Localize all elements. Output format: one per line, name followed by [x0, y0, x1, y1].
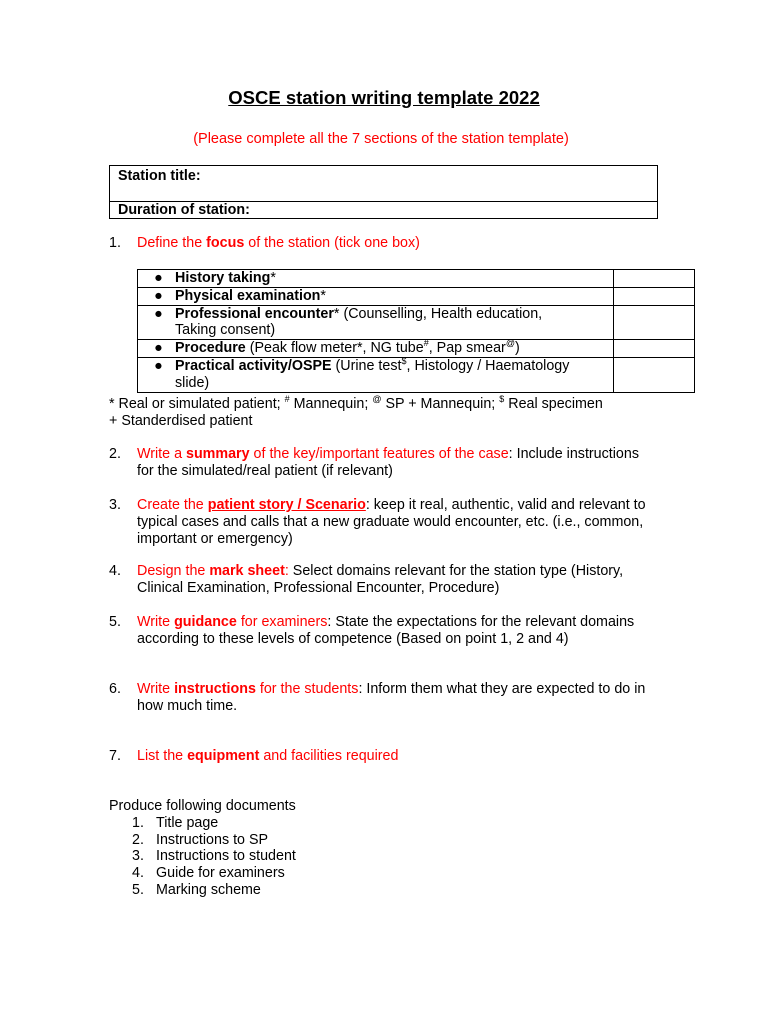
section-4	[109, 563, 654, 597]
section-5-key: guidance	[174, 614, 237, 630]
footnote-text: Real specimen	[504, 396, 603, 412]
tick-box-professional[interactable]	[613, 305, 694, 340]
station-title-cell[interactable]	[110, 166, 658, 202]
focus-option-note-line2: Taking consent)	[175, 322, 276, 339]
focus-option-note: * (Counselling, Health education,	[333, 305, 543, 322]
station-duration-label: Duration of station:	[118, 202, 250, 218]
section-2-post: of the key/important features of the case	[249, 446, 509, 462]
section-5-rest: : State the expectations for the relevant domains according to these levels of competence (Based on point 1, 2 and 4)	[137, 614, 635, 647]
section-number: 4.	[109, 563, 121, 579]
section-3-rest: : keep it real, authentic, valid and relevant to typical cases and calls that a new graduate would encounter, etc. (i.e., common, important or emergency)	[137, 497, 646, 547]
list-item-label: Instructions to student	[156, 848, 296, 865]
focus-row-procedure	[138, 340, 695, 358]
focus-option-note: , Pap smear	[428, 340, 506, 357]
section-5-post: for examiners	[236, 614, 328, 630]
section-7-post: and facilities required	[259, 748, 399, 764]
section-3	[109, 497, 654, 547]
section-number: 7.	[109, 748, 121, 764]
bullet-icon: ●	[154, 270, 163, 286]
section-6-pre: Write	[137, 681, 175, 697]
focus-row-history	[138, 270, 695, 288]
section-4-rest: Select domains relevant for the station type (History, Clinical Examination, Professional Encounter, Procedure)	[137, 563, 624, 596]
list-number: 4.	[132, 865, 144, 882]
focus-option-label: Physical examination	[175, 287, 321, 304]
station-duration-cell[interactable]	[110, 202, 658, 219]
bullet-icon: ●	[154, 287, 163, 304]
section-6-key: instructions	[174, 681, 256, 697]
focus-option-label: Practical activity/OSPE	[175, 357, 332, 374]
focus-row-practical	[138, 357, 695, 392]
section-6	[109, 681, 654, 715]
section-3-pre: Create the	[137, 497, 208, 513]
footnote-text: * Real or simulated patient;	[109, 396, 285, 412]
focus-option-note: *	[270, 270, 276, 286]
section-number: 5.	[109, 614, 121, 630]
station-title-label: Station title:	[118, 168, 201, 184]
section-5	[109, 614, 654, 648]
section-4-post: :	[284, 563, 289, 579]
section-5-pre: Write	[137, 614, 175, 630]
list-item	[109, 865, 296, 882]
section-7-key: equipment	[187, 748, 260, 764]
list-item	[109, 832, 296, 849]
superscript-mark: @	[505, 338, 515, 349]
list-item-label: Title page	[156, 814, 219, 831]
focus-option-note: , Histology / Haematology	[406, 357, 570, 374]
section-1	[109, 235, 654, 252]
list-item	[109, 848, 296, 865]
section-number: 3.	[109, 497, 121, 513]
section-2	[109, 446, 654, 480]
focus-options-table	[137, 269, 695, 393]
focus-option-note: (Urine test	[331, 357, 402, 374]
station-info-table	[109, 165, 658, 219]
bullet-icon: ●	[154, 340, 163, 357]
focus-option-note-line2: slide)	[175, 374, 210, 391]
superscript-mark: #	[423, 338, 429, 349]
list-item-label: Instructions to SP	[156, 831, 269, 848]
focus-row-professional	[138, 305, 695, 340]
list-item	[109, 815, 296, 832]
list-item	[109, 882, 296, 899]
list-item-label: Marking scheme	[156, 881, 261, 898]
section-4-key: mark sheet	[209, 563, 285, 579]
footnote-text: Mannequin;	[289, 396, 373, 412]
focus-option-label: Professional encounter	[175, 305, 334, 322]
section-1-post: of the station (tick one box)	[244, 235, 420, 251]
section-2-rest: : Include instructions for the simulated/real patient (if relevant)	[137, 446, 639, 479]
focus-row-physical	[138, 287, 695, 305]
section-3-key: patient story / Scenario	[207, 497, 366, 513]
footnote-text: SP + Mannequin;	[381, 396, 500, 412]
page-title: OSCE station writing template 2022	[228, 87, 540, 108]
section-number: 1.	[109, 235, 121, 251]
section-2-pre: Write a	[137, 446, 186, 462]
section-2-key: summary	[186, 446, 250, 462]
superscript-mark: $	[401, 356, 407, 367]
footnote-text-line2: + Standerdised patient	[109, 412, 253, 429]
section-6-rest: : Inform them what they are expected to do in how much time.	[137, 681, 646, 714]
superscript-mark: $	[499, 394, 505, 405]
focus-option-note: (Peak flow meter*, NG tube	[245, 340, 424, 357]
focus-option-note: *	[320, 287, 326, 304]
documents-heading: Produce following documents	[109, 798, 296, 814]
focus-option-note: )	[514, 340, 520, 357]
bullet-icon: ●	[154, 305, 163, 322]
tick-box-procedure[interactable]	[613, 340, 694, 358]
section-number: 2.	[109, 446, 121, 462]
list-number: 2.	[132, 831, 144, 848]
section-7-pre: List the	[137, 748, 188, 764]
focus-option-label: History taking	[175, 270, 271, 286]
focus-option-label: Procedure	[175, 340, 246, 357]
list-item-label: Guide for examiners	[156, 865, 285, 882]
focus-footnote	[109, 396, 669, 430]
documents-list	[109, 798, 296, 899]
section-1-pre: Define the	[137, 235, 207, 251]
section-1-key: focus	[206, 235, 245, 251]
bullet-icon: ●	[154, 357, 163, 374]
page-subtitle: (Please complete all the 7 sections of the station template)	[193, 131, 569, 147]
list-number: 3.	[132, 848, 144, 865]
tick-box-practical[interactable]	[613, 357, 694, 392]
superscript-mark: #	[284, 394, 290, 405]
list-number: 1.	[132, 814, 144, 831]
list-number: 5.	[132, 881, 144, 898]
section-6-post: for the students	[255, 681, 359, 697]
section-number: 6.	[109, 681, 121, 697]
tick-box-physical[interactable]	[613, 287, 694, 305]
tick-box-history[interactable]	[613, 270, 694, 288]
section-7	[109, 748, 654, 765]
superscript-mark: @	[372, 394, 382, 405]
section-4-pre: Design the	[137, 563, 210, 579]
